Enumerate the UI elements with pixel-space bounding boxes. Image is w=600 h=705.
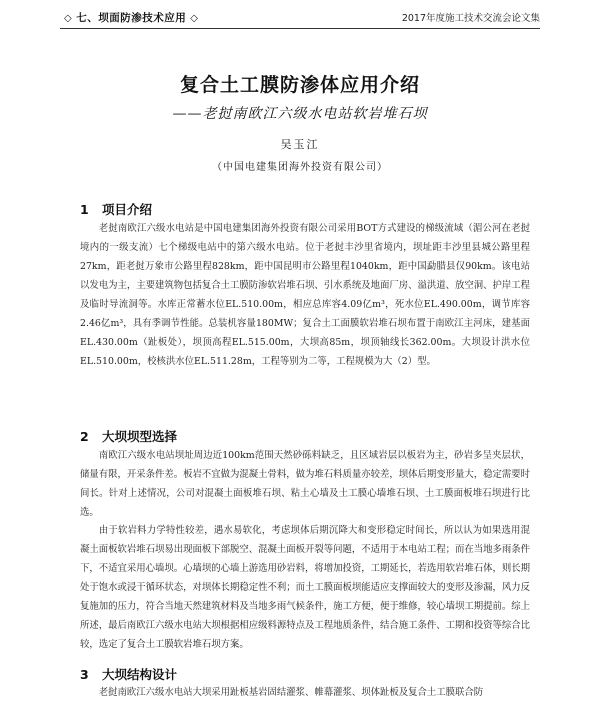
section-title: 大坝结构设计 bbox=[102, 667, 178, 682]
author-name: 吴玉江 bbox=[280, 138, 320, 151]
paragraph-dam-structure: 老挝南欧江六级水电站大坝采用趾板基岩固结灌浆、帷幕灌浆、坝体趾板及复合土工膜联合防 bbox=[98, 687, 484, 698]
author-affiliation: （中国电建集团海外投资有限公司） bbox=[212, 162, 388, 173]
header-divider bbox=[60, 28, 540, 29]
section-number: 3 bbox=[80, 667, 89, 682]
article-title: 复合土工膜防渗体应用介绍 bbox=[179, 74, 420, 96]
paragraph-dam-selection-1: 南欧江六级水电站坝址周边近100km范围天然砂砾料缺乏，且区域岩层以板岩为主，砂岩多呈夹层状，储量有限，开采条件差。板岩不宜做为混凝土骨料，做为堆石料质量亦较差，坝体后期变形量大，稳定需要时间长。针对上述情况，公司对混凝土面板堆石坝、粘土心墙及土工膜心墙堆石坝、土工膜面板堆石坝进行比选。 bbox=[80, 450, 531, 518]
section-title: 大坝坝型选择 bbox=[102, 429, 178, 444]
header-journal-title: 2017年度施工技术交流会论文集 bbox=[401, 13, 540, 24]
diamond-icon: ◇ bbox=[64, 13, 73, 24]
page-header bbox=[0, 0, 600, 34]
section-heading-2 bbox=[80, 427, 177, 445]
paragraph-dam-selection-2: 由于软岩料力学特性较差，遇水易软化，考虑坝体后期沉降大和变形稳定时间长，所以认为如果选用混凝土面板软岩堆石坝易出现面板下部脱空、混凝土面板开裂等问题，不适用于本电站工程；而在当地多雨条件下，不适宜采用心墙坝。心墙坝的心墙上游选用砂岩料，将增加投资，工期延长，若选用软岩堆石体，则长期处于饱水或浸干循环状态，对坝体长期稳定性不利；而土工膜面板坝能适应支撑面较大的变形及渗漏，风力反复施加的压力，符合当地天然建筑材料及当地多雨气候条件，施工方便，便于维修，较心墙坝工期提前。综上所述，最后南欧江六级水电站大坝根据相应级料源特点及工程地质条件，结合施工条件、工期和投资等综合比较，选定了复合土工膜软岩堆石坝方案。 bbox=[80, 525, 531, 650]
header-section-text: 七、坝面防渗技术应用 bbox=[76, 12, 187, 24]
section-title: 项目介绍 bbox=[102, 202, 153, 217]
section-number: 2 bbox=[80, 429, 89, 444]
paragraph-project-intro: 老挝南欧江六级水电站是中国电建集团海外投资有限公司采用BOT方式建设的梯级流域（湄公河在老挝境内的一级支流）七个梯级电站中的第六级水电站。位于老挝丰沙里省境内，坝址距丰沙里县城公路里程27km，距老挝万象市公路里程828km，距中国昆明市公路里程1040km，距中国勐腊县仅90km。该电站以发电为主，主要建筑物包括复合土工膜防渗软岩堆石坝、引水系统及地面厂房、溢洪道、放空洞、护岸工程及临时导流洞等。水库正常蓄水位EL.510.00m，相应总库容4.09亿m³，死水位EL.490.00m，调节库容2.46亿m³，具有季调节性能。总装机容量180MW；复合土工面膜软岩堆石坝布置于南欧江主河床，建基面EL.430.00m（趾板处），坝顶高程EL.515.00m，大坝高85m，坝顶轴线长362.00m。大坝设计洪水位EL.510.00m，校核洪水位EL.511.28m，工程等别为二等，工程规模为大（2）型。 bbox=[80, 223, 531, 367]
section-number: 1 bbox=[80, 202, 89, 217]
section-heading-3 bbox=[80, 665, 177, 683]
diamond-icon: ◇ bbox=[190, 13, 199, 24]
article-subtitle: ——老挝南欧江六级水电站软岩堆石坝 bbox=[172, 106, 428, 122]
header-section-label bbox=[60, 10, 202, 25]
section-heading-1 bbox=[80, 200, 152, 218]
